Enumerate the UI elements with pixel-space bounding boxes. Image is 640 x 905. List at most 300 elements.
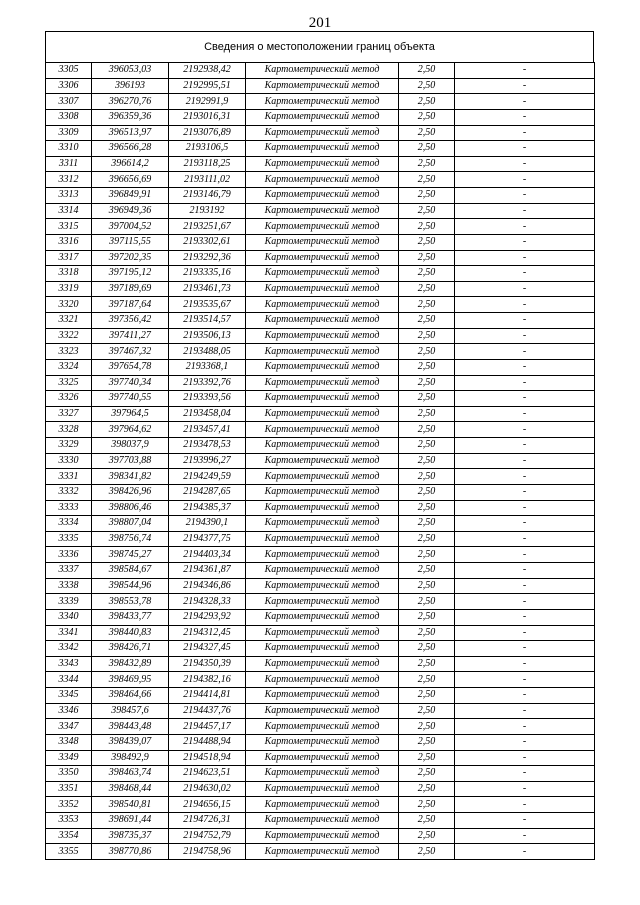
y-coordinate-cell: 2192991,9 xyxy=(169,94,246,110)
description-cell: - xyxy=(455,313,595,329)
table-row xyxy=(46,531,595,547)
table-row xyxy=(46,359,595,375)
accuracy-cell: 2,50 xyxy=(399,375,455,391)
y-coordinate-cell: 2194346,86 xyxy=(169,578,246,594)
y-coordinate-cell: 2194457,17 xyxy=(169,719,246,735)
description-cell: - xyxy=(455,516,595,532)
table-row xyxy=(46,516,595,532)
point-number-cell: 3340 xyxy=(46,609,92,625)
y-coordinate-cell: 2194312,45 xyxy=(169,625,246,641)
accuracy-cell: 2,50 xyxy=(399,594,455,610)
accuracy-cell: 2,50 xyxy=(399,297,455,313)
method-cell: Картометрический метод xyxy=(246,609,399,625)
table-row xyxy=(46,719,595,735)
method-cell: Картометрический метод xyxy=(246,359,399,375)
description-cell: - xyxy=(455,703,595,719)
method-cell: Картометрический метод xyxy=(246,203,399,219)
description-cell: - xyxy=(455,109,595,125)
description-cell: - xyxy=(455,641,595,657)
accuracy-cell: 2,50 xyxy=(399,391,455,407)
method-cell: Картометрический метод xyxy=(246,625,399,641)
y-coordinate-cell: 2193251,67 xyxy=(169,219,246,235)
description-cell: - xyxy=(455,125,595,141)
accuracy-cell: 2,50 xyxy=(399,406,455,422)
x-coordinate-cell: 397189,69 xyxy=(92,281,169,297)
boundary-table-frame xyxy=(45,31,594,860)
accuracy-cell: 2,50 xyxy=(399,750,455,766)
accuracy-cell: 2,50 xyxy=(399,156,455,172)
table-row xyxy=(46,484,595,500)
table-row xyxy=(46,375,595,391)
y-coordinate-cell: 2194385,37 xyxy=(169,500,246,516)
method-cell: Картометрический метод xyxy=(246,172,399,188)
table-row xyxy=(46,391,595,407)
point-number-cell: 3354 xyxy=(46,828,92,844)
method-cell: Картометрический метод xyxy=(246,94,399,110)
description-cell: - xyxy=(455,63,595,79)
point-number-cell: 3316 xyxy=(46,234,92,250)
y-coordinate-cell: 2194382,16 xyxy=(169,672,246,688)
y-coordinate-cell: 2194488,94 xyxy=(169,734,246,750)
accuracy-cell: 2,50 xyxy=(399,719,455,735)
description-cell: - xyxy=(455,141,595,157)
method-cell: Картометрический метод xyxy=(246,750,399,766)
description-cell: - xyxy=(455,328,595,344)
method-cell: Картометрический метод xyxy=(246,344,399,360)
x-coordinate-cell: 398691,44 xyxy=(92,813,169,829)
x-coordinate-cell: 398540,81 xyxy=(92,797,169,813)
table-row xyxy=(46,438,595,454)
point-number-cell: 3343 xyxy=(46,656,92,672)
x-coordinate-cell: 398806,46 xyxy=(92,500,169,516)
accuracy-cell: 2,50 xyxy=(399,359,455,375)
description-cell: - xyxy=(455,688,595,704)
accuracy-cell: 2,50 xyxy=(399,531,455,547)
point-number-cell: 3348 xyxy=(46,734,92,750)
accuracy-cell: 2,50 xyxy=(399,703,455,719)
accuracy-cell: 2,50 xyxy=(399,578,455,594)
point-number-cell: 3332 xyxy=(46,484,92,500)
accuracy-cell: 2,50 xyxy=(399,313,455,329)
y-coordinate-cell: 2194377,75 xyxy=(169,531,246,547)
accuracy-cell: 2,50 xyxy=(399,625,455,641)
x-coordinate-cell: 396566,28 xyxy=(92,141,169,157)
table-row xyxy=(46,594,595,610)
point-number-cell: 3334 xyxy=(46,516,92,532)
y-coordinate-cell: 2194726,31 xyxy=(169,813,246,829)
accuracy-cell: 2,50 xyxy=(399,281,455,297)
point-number-cell: 3319 xyxy=(46,281,92,297)
y-coordinate-cell: 2193506,13 xyxy=(169,328,246,344)
y-coordinate-cell: 2194752,79 xyxy=(169,828,246,844)
y-coordinate-cell: 2194623,51 xyxy=(169,766,246,782)
table-row xyxy=(46,203,595,219)
x-coordinate-cell: 397356,42 xyxy=(92,313,169,329)
description-cell: - xyxy=(455,594,595,610)
accuracy-cell: 2,50 xyxy=(399,234,455,250)
y-coordinate-cell: 2193392,76 xyxy=(169,375,246,391)
table-row xyxy=(46,766,595,782)
y-coordinate-cell: 2193461,73 xyxy=(169,281,246,297)
description-cell: - xyxy=(455,156,595,172)
point-number-cell: 3351 xyxy=(46,781,92,797)
point-number-cell: 3317 xyxy=(46,250,92,266)
point-number-cell: 3307 xyxy=(46,94,92,110)
accuracy-cell: 2,50 xyxy=(399,469,455,485)
accuracy-cell: 2,50 xyxy=(399,563,455,579)
method-cell: Картометрический метод xyxy=(246,813,399,829)
x-coordinate-cell: 396949,36 xyxy=(92,203,169,219)
method-cell: Картометрический метод xyxy=(246,328,399,344)
accuracy-cell: 2,50 xyxy=(399,734,455,750)
point-number-cell: 3311 xyxy=(46,156,92,172)
y-coordinate-cell: 2194414,81 xyxy=(169,688,246,704)
point-number-cell: 3308 xyxy=(46,109,92,125)
method-cell: Картометрический метод xyxy=(246,734,399,750)
point-number-cell: 3313 xyxy=(46,188,92,204)
method-cell: Картометрический метод xyxy=(246,109,399,125)
y-coordinate-cell: 2193111,02 xyxy=(169,172,246,188)
point-number-cell: 3345 xyxy=(46,688,92,704)
method-cell: Картометрический метод xyxy=(246,688,399,704)
description-cell: - xyxy=(455,750,595,766)
description-cell: - xyxy=(455,781,595,797)
table-row xyxy=(46,250,595,266)
table-row xyxy=(46,219,595,235)
point-number-cell: 3336 xyxy=(46,547,92,563)
table-row xyxy=(46,828,595,844)
table-row xyxy=(46,266,595,282)
table-row xyxy=(46,125,595,141)
table-row xyxy=(46,406,595,422)
x-coordinate-cell: 398807,04 xyxy=(92,516,169,532)
description-cell: - xyxy=(455,844,595,860)
table-row xyxy=(46,172,595,188)
accuracy-cell: 2,50 xyxy=(399,547,455,563)
method-cell: Картометрический метод xyxy=(246,797,399,813)
table-row xyxy=(46,78,595,94)
y-coordinate-cell: 2193106,5 xyxy=(169,141,246,157)
point-number-cell: 3331 xyxy=(46,469,92,485)
point-number-cell: 3344 xyxy=(46,672,92,688)
accuracy-cell: 2,50 xyxy=(399,328,455,344)
x-coordinate-cell: 397703,88 xyxy=(92,453,169,469)
point-number-cell: 3309 xyxy=(46,125,92,141)
x-coordinate-cell: 398469,95 xyxy=(92,672,169,688)
table-row xyxy=(46,781,595,797)
point-number-cell: 3342 xyxy=(46,641,92,657)
description-cell: - xyxy=(455,250,595,266)
x-coordinate-cell: 397004,52 xyxy=(92,219,169,235)
accuracy-cell: 2,50 xyxy=(399,188,455,204)
point-number-cell: 3314 xyxy=(46,203,92,219)
x-coordinate-cell: 396270,76 xyxy=(92,94,169,110)
method-cell: Картометрический метод xyxy=(246,563,399,579)
x-coordinate-cell: 397740,34 xyxy=(92,375,169,391)
accuracy-cell: 2,50 xyxy=(399,438,455,454)
description-cell: - xyxy=(455,422,595,438)
method-cell: Картометрический метод xyxy=(246,297,399,313)
accuracy-cell: 2,50 xyxy=(399,516,455,532)
description-cell: - xyxy=(455,375,595,391)
table-row xyxy=(46,281,595,297)
method-cell: Картометрический метод xyxy=(246,266,399,282)
accuracy-cell: 2,50 xyxy=(399,766,455,782)
x-coordinate-cell: 396849,91 xyxy=(92,188,169,204)
description-cell: - xyxy=(455,453,595,469)
x-coordinate-cell: 398770,86 xyxy=(92,844,169,860)
table-row xyxy=(46,500,595,516)
method-cell: Картометрический метод xyxy=(246,406,399,422)
description-cell: - xyxy=(455,734,595,750)
x-coordinate-cell: 397202,35 xyxy=(92,250,169,266)
description-cell: - xyxy=(455,563,595,579)
description-cell: - xyxy=(455,344,595,360)
method-cell: Картометрический метод xyxy=(246,469,399,485)
accuracy-cell: 2,50 xyxy=(399,422,455,438)
method-cell: Картометрический метод xyxy=(246,250,399,266)
accuracy-cell: 2,50 xyxy=(399,125,455,141)
accuracy-cell: 2,50 xyxy=(399,609,455,625)
description-cell: - xyxy=(455,484,595,500)
accuracy-cell: 2,50 xyxy=(399,109,455,125)
y-coordinate-cell: 2194437,76 xyxy=(169,703,246,719)
accuracy-cell: 2,50 xyxy=(399,94,455,110)
table-row xyxy=(46,94,595,110)
x-coordinate-cell: 398341,82 xyxy=(92,469,169,485)
description-cell: - xyxy=(455,531,595,547)
accuracy-cell: 2,50 xyxy=(399,484,455,500)
point-number-cell: 3306 xyxy=(46,78,92,94)
point-number-cell: 3327 xyxy=(46,406,92,422)
y-coordinate-cell: 2194350,39 xyxy=(169,656,246,672)
table-row xyxy=(46,672,595,688)
point-number-cell: 3335 xyxy=(46,531,92,547)
method-cell: Картометрический метод xyxy=(246,781,399,797)
method-cell: Картометрический метод xyxy=(246,125,399,141)
method-cell: Картометрический метод xyxy=(246,547,399,563)
y-coordinate-cell: 2194249,59 xyxy=(169,469,246,485)
x-coordinate-cell: 398457,6 xyxy=(92,703,169,719)
x-coordinate-cell: 396359,36 xyxy=(92,109,169,125)
accuracy-cell: 2,50 xyxy=(399,63,455,79)
table-row xyxy=(46,188,595,204)
description-cell: - xyxy=(455,547,595,563)
description-cell: - xyxy=(455,625,595,641)
description-cell: - xyxy=(455,828,595,844)
accuracy-cell: 2,50 xyxy=(399,813,455,829)
point-number-cell: 3337 xyxy=(46,563,92,579)
method-cell: Картометрический метод xyxy=(246,578,399,594)
method-cell: Картометрический метод xyxy=(246,422,399,438)
description-cell: - xyxy=(455,500,595,516)
point-number-cell: 3322 xyxy=(46,328,92,344)
y-coordinate-cell: 2193514,57 xyxy=(169,313,246,329)
table-row xyxy=(46,313,595,329)
x-coordinate-cell: 398463,74 xyxy=(92,766,169,782)
point-number-cell: 3325 xyxy=(46,375,92,391)
x-coordinate-cell: 397964,62 xyxy=(92,422,169,438)
x-coordinate-cell: 398468,44 xyxy=(92,781,169,797)
point-number-cell: 3341 xyxy=(46,625,92,641)
point-number-cell: 3346 xyxy=(46,703,92,719)
accuracy-cell: 2,50 xyxy=(399,203,455,219)
description-cell: - xyxy=(455,203,595,219)
description-cell: - xyxy=(455,94,595,110)
y-coordinate-cell: 2194361,87 xyxy=(169,563,246,579)
accuracy-cell: 2,50 xyxy=(399,656,455,672)
method-cell: Картометрический метод xyxy=(246,219,399,235)
x-coordinate-cell: 398492,9 xyxy=(92,750,169,766)
y-coordinate-cell: 2192995,51 xyxy=(169,78,246,94)
coordinates-table xyxy=(45,62,595,860)
table-row xyxy=(46,234,595,250)
y-coordinate-cell: 2194630,02 xyxy=(169,781,246,797)
description-cell: - xyxy=(455,219,595,235)
y-coordinate-cell: 2193192 xyxy=(169,203,246,219)
y-coordinate-cell: 2193118,25 xyxy=(169,156,246,172)
accuracy-cell: 2,50 xyxy=(399,797,455,813)
y-coordinate-cell: 2193996,27 xyxy=(169,453,246,469)
x-coordinate-cell: 396614,2 xyxy=(92,156,169,172)
y-coordinate-cell: 2193076,89 xyxy=(169,125,246,141)
y-coordinate-cell: 2194758,96 xyxy=(169,844,246,860)
y-coordinate-cell: 2193478,53 xyxy=(169,438,246,454)
y-coordinate-cell: 2193393,56 xyxy=(169,391,246,407)
accuracy-cell: 2,50 xyxy=(399,78,455,94)
method-cell: Картометрический метод xyxy=(246,766,399,782)
description-cell: - xyxy=(455,797,595,813)
accuracy-cell: 2,50 xyxy=(399,688,455,704)
table-row xyxy=(46,328,595,344)
table-row xyxy=(46,563,595,579)
point-number-cell: 3329 xyxy=(46,438,92,454)
method-cell: Картометрический метод xyxy=(246,484,399,500)
method-cell: Картометрический метод xyxy=(246,141,399,157)
method-cell: Картометрический метод xyxy=(246,453,399,469)
x-coordinate-cell: 397654,78 xyxy=(92,359,169,375)
point-number-cell: 3338 xyxy=(46,578,92,594)
y-coordinate-cell: 2193016,31 xyxy=(169,109,246,125)
table-row xyxy=(46,750,595,766)
method-cell: Картометрический метод xyxy=(246,641,399,657)
description-cell: - xyxy=(455,469,595,485)
x-coordinate-cell: 396193 xyxy=(92,78,169,94)
y-coordinate-cell: 2192938,42 xyxy=(169,63,246,79)
description-cell: - xyxy=(455,406,595,422)
table-row xyxy=(46,844,595,860)
table-row xyxy=(46,625,595,641)
y-coordinate-cell: 2194656,15 xyxy=(169,797,246,813)
y-coordinate-cell: 2193302,61 xyxy=(169,234,246,250)
x-coordinate-cell: 398440,83 xyxy=(92,625,169,641)
accuracy-cell: 2,50 xyxy=(399,641,455,657)
method-cell: Картометрический метод xyxy=(246,500,399,516)
table-row xyxy=(46,344,595,360)
x-coordinate-cell: 398443,48 xyxy=(92,719,169,735)
x-coordinate-cell: 396053,03 xyxy=(92,63,169,79)
point-number-cell: 3324 xyxy=(46,359,92,375)
table-row xyxy=(46,797,595,813)
accuracy-cell: 2,50 xyxy=(399,141,455,157)
accuracy-cell: 2,50 xyxy=(399,828,455,844)
accuracy-cell: 2,50 xyxy=(399,172,455,188)
table-row xyxy=(46,547,595,563)
point-number-cell: 3347 xyxy=(46,719,92,735)
method-cell: Картометрический метод xyxy=(246,719,399,735)
y-coordinate-cell: 2194518,94 xyxy=(169,750,246,766)
y-coordinate-cell: 2194403,34 xyxy=(169,547,246,563)
table-row xyxy=(46,297,595,313)
y-coordinate-cell: 2194327,45 xyxy=(169,641,246,657)
method-cell: Картометрический метод xyxy=(246,828,399,844)
description-cell: - xyxy=(455,813,595,829)
method-cell: Картометрический метод xyxy=(246,516,399,532)
point-number-cell: 3321 xyxy=(46,313,92,329)
y-coordinate-cell: 2193335,16 xyxy=(169,266,246,282)
description-cell: - xyxy=(455,78,595,94)
accuracy-cell: 2,50 xyxy=(399,250,455,266)
table-row xyxy=(46,453,595,469)
x-coordinate-cell: 397411,27 xyxy=(92,328,169,344)
x-coordinate-cell: 397467,32 xyxy=(92,344,169,360)
description-cell: - xyxy=(455,578,595,594)
y-coordinate-cell: 2194293,92 xyxy=(169,609,246,625)
point-number-cell: 3328 xyxy=(46,422,92,438)
point-number-cell: 3323 xyxy=(46,344,92,360)
table-row xyxy=(46,63,595,79)
point-number-cell: 3320 xyxy=(46,297,92,313)
method-cell: Картометрический метод xyxy=(246,63,399,79)
table-row xyxy=(46,656,595,672)
description-cell: - xyxy=(455,359,595,375)
accuracy-cell: 2,50 xyxy=(399,781,455,797)
table-row xyxy=(46,141,595,157)
x-coordinate-cell: 398433,77 xyxy=(92,609,169,625)
method-cell: Картометрический метод xyxy=(246,234,399,250)
table-row xyxy=(46,156,595,172)
y-coordinate-cell: 2194287,65 xyxy=(169,484,246,500)
description-cell: - xyxy=(455,391,595,407)
description-cell: - xyxy=(455,281,595,297)
method-cell: Картометрический метод xyxy=(246,281,399,297)
method-cell: Картометрический метод xyxy=(246,438,399,454)
x-coordinate-cell: 398584,67 xyxy=(92,563,169,579)
y-coordinate-cell: 2193488,05 xyxy=(169,344,246,360)
method-cell: Картометрический метод xyxy=(246,391,399,407)
accuracy-cell: 2,50 xyxy=(399,844,455,860)
x-coordinate-cell: 397115,55 xyxy=(92,234,169,250)
description-cell: - xyxy=(455,609,595,625)
table-title: Сведения о местоположении границ объекта xyxy=(45,31,594,62)
description-cell: - xyxy=(455,266,595,282)
description-cell: - xyxy=(455,172,595,188)
method-cell: Картометрический метод xyxy=(246,78,399,94)
x-coordinate-cell: 398439,07 xyxy=(92,734,169,750)
accuracy-cell: 2,50 xyxy=(399,672,455,688)
x-coordinate-cell: 397964,5 xyxy=(92,406,169,422)
method-cell: Картометрический метод xyxy=(246,656,399,672)
page-number: 201 xyxy=(308,15,332,31)
point-number-cell: 3312 xyxy=(46,172,92,188)
method-cell: Картометрический метод xyxy=(246,594,399,610)
point-number-cell: 3339 xyxy=(46,594,92,610)
description-cell: - xyxy=(455,297,595,313)
accuracy-cell: 2,50 xyxy=(399,500,455,516)
description-cell: - xyxy=(455,234,595,250)
table-row xyxy=(46,703,595,719)
x-coordinate-cell: 398432,89 xyxy=(92,656,169,672)
